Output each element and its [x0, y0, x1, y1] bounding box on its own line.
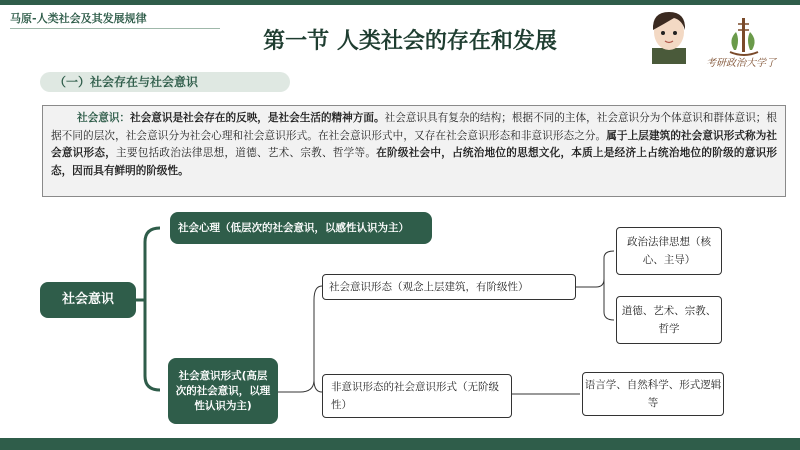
- course-label: 马原-人类社会及其发展规律: [10, 12, 147, 25]
- section-heading: （一）社会存在与社会意识: [40, 72, 290, 92]
- node-sciences: 语言学、自然科学、形式逻辑等: [582, 372, 724, 416]
- definition-sentence-2: 社会意识具有复杂的结构；根据不同的主体，社会意识分为个体意识和群体意识；根据不同的层次，社会意识分为社会心理和社会意识形式。在社会意识形式中，又存在社会意识形态和非意识形态之分。: [51, 112, 778, 142]
- bottom-band: [0, 438, 800, 450]
- node-social-consciousness-forms-label: 社会意识形式(高层次的社会意识，以理性认识为主): [175, 369, 271, 412]
- root-bracket: [136, 228, 160, 390]
- definition-sentence-1: 社会意识是社会存在的反映，是社会生活的精神方面。: [130, 112, 385, 124]
- definition-sentence-5: 在阶级社会中，占统治地位的思想文化，本质上是经济上占统治地位的阶级的意识形态，因而具有鲜明的阶级性。: [51, 147, 778, 177]
- definition-sentence-3: 属于上层建筑的社会意识形式称为社会意识形态，: [51, 129, 778, 159]
- root-node: 社会意识: [40, 282, 136, 318]
- node-ideology: 社会意识形态（观念上层建筑，有阶级性）: [322, 274, 576, 300]
- brand-logo-text: 考研政治大学了: [706, 58, 776, 69]
- ideology-bracket: [576, 251, 614, 320]
- slide-title: 第一节 人类社会的存在和发展: [263, 29, 557, 54]
- node-morals-arts: 道德、艺术、宗教、哲学: [616, 296, 722, 344]
- definition-sentence-4: 主要包括政治法律思想，道德、艺术、宗教、哲学等。: [116, 147, 377, 159]
- node-social-psychology: 社会心理（低层次的社会意识，以感性认识为主）: [170, 212, 432, 244]
- node-politics-law: 政治法律思想（核心、主导）: [616, 227, 722, 275]
- node-non-ideology: 非意识形态的社会意识形式（无阶级性）: [322, 374, 512, 418]
- forms-bracket: [278, 286, 322, 392]
- definition-term: 社会意识：: [77, 112, 131, 124]
- node-social-consciousness-forms: [168, 358, 278, 424]
